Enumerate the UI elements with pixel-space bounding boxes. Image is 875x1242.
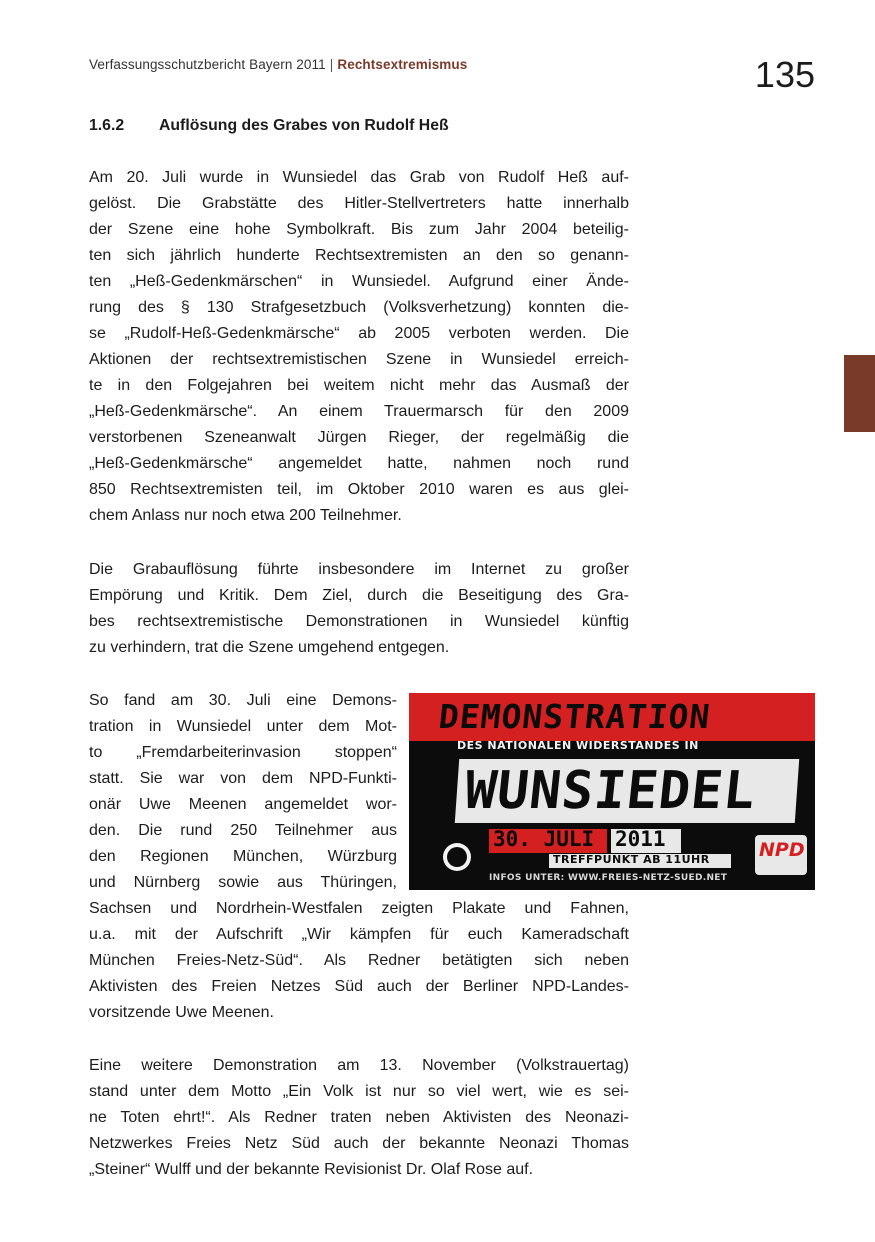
text-line: München Freies-Netz-Süd“. Als Redner betätigten sich neben [89, 952, 629, 969]
text-line: Netzwerkes Freies Netz Süd auch der bekannte Neonazi Thomas [89, 1135, 629, 1152]
text-line: 850 Rechtsextremisten teil, im Oktober 2010 waren es aus glei- [89, 481, 629, 498]
text-line: „Heß-Gedenkmärsche“ angemeldet hatte, nahmen noch rund [89, 455, 629, 472]
text-line: Eine weitere Demonstration am 13. November (Volkstrauertag) [89, 1057, 629, 1074]
text-line: gelöst. Die Grabstätte des Hitler-Stellvertreters hatte innerhalb [89, 195, 629, 212]
page-number: 135 [754, 54, 815, 95]
paragraph-4 [89, 1053, 629, 1183]
heading-title: Auflösung des Grabes von Rudolf Heß [159, 117, 449, 134]
poster-city: WUNSIEDEL [461, 761, 759, 821]
paragraph-1 [89, 165, 629, 529]
text-line: den. Die rund 250 Teilnehmer aus [89, 822, 397, 839]
paragraph-2 [89, 557, 629, 661]
text-line: ten „Heß-Gedenkmärschen“ in Wunsiedel. Aufgrund einer Ände- [89, 273, 629, 290]
text-line: Die Grabauflösung führte insbesondere im Internet zu großer [89, 561, 629, 578]
section-heading [89, 117, 449, 135]
text-line: So fand am 30. Juli eine Demons- [89, 692, 397, 709]
publication-title: Verfassungsschutzbericht Bayern 2011 [89, 57, 326, 72]
paragraph-3-continued [89, 896, 629, 1026]
poster-subtitle: DES NATIONALEN WIDERSTANDES IN [457, 739, 699, 752]
running-header [89, 57, 467, 72]
section-title: Rechtsextremismus [337, 57, 468, 72]
text-line: „Heß-Gedenkmärsche“. An einem Trauermarsch für den 2009 [89, 403, 629, 420]
text-line: Aktionen der rechtsextremistischen Szene in Wunsiedel erreich- [89, 351, 629, 368]
header-separator: | [329, 57, 334, 72]
text-line: Aktivisten des Freien Netzes Süd auch der Berliner NPD-Landes- [89, 978, 629, 995]
poster-title: DEMONSTRATION [436, 697, 713, 736]
flag-icon [443, 843, 471, 871]
text-line: ten sich jährlich hunderte Rechtsextremisten an den so genann- [89, 247, 629, 264]
poster-logo-text: NPD [759, 839, 805, 861]
chapter-tab-marker [844, 355, 875, 432]
poster-info-url: INFOS UNTER: WWW.FREIES-NETZ-SUED.NET [489, 873, 728, 883]
poster-meeting-time: TREFFPUNKT AB 11UHR [553, 853, 710, 866]
text-line: und Nürnberg sowie aus Thüringen, [89, 874, 397, 891]
text-line: chem Anlass nur noch etwa 200 Teilnehmer. [89, 507, 402, 524]
text-line: Am 20. Juli wurde in Wunsiedel das Grab von Rudolf Heß auf- [89, 169, 629, 186]
text-line: den Regionen München, Würzburg [89, 848, 397, 865]
text-line: bes rechtsextremistische Demonstrationen in Wunsiedel künftig [89, 613, 629, 630]
demonstration-poster [409, 693, 815, 890]
text-line: verstorbenen Szeneanwalt Jürgen Rieger, der regelmäßig die [89, 429, 629, 446]
text-line: Empörung und Kritik. Dem Ziel, durch die Beseitigung des Gra- [89, 587, 629, 604]
text-line: u.a. mit der Aufschrift „Wir kämpfen für euch Kameradschaft [89, 926, 629, 943]
text-line: se „Rudolf-Heß-Gedenkmärsche“ ab 2005 verboten werden. Die [89, 325, 629, 342]
text-line: stand unter dem Motto „Ein Volk ist nur so viel wert, wie es sei- [89, 1083, 629, 1100]
paragraph-3-wrapped [89, 688, 397, 896]
poster-date: 30. JULI [493, 827, 595, 851]
text-line: tration in Wunsiedel unter dem Mot- [89, 718, 397, 735]
text-line: ne Toten ehrt!“. Als Redner traten neben Aktivisten des Neonazi- [89, 1109, 629, 1126]
text-line: to „Fremdarbeiterinvasion stoppen“ [89, 744, 397, 761]
text-line: rung des § 130 Strafgesetzbuch (Volksverhetzung) konnten die- [89, 299, 629, 316]
text-line: vorsitzende Uwe Meenen. [89, 1004, 274, 1021]
text-line: Sachsen und Nordrhein-Westfalen zeigten Plakate und Fahnen, [89, 900, 629, 917]
text-line: zu verhindern, trat die Szene umgehend entgegen. [89, 639, 450, 656]
poster-year: 2011 [615, 827, 666, 851]
heading-number: 1.6.2 [89, 117, 125, 134]
text-line: onär Uwe Meenen angemeldet wor- [89, 796, 397, 813]
text-line: „Steiner“ Wulff und der bekannte Revisionist Dr. Olaf Rose auf. [89, 1161, 534, 1178]
text-line: te in den Folgejahren bei weitem nicht mehr das Ausmaß der [89, 377, 629, 394]
text-line: der Szene eine hohe Symbolkraft. Bis zum Jahr 2004 beteilig- [89, 221, 629, 238]
text-line: statt. Sie war von dem NPD-Funkti- [89, 770, 397, 787]
